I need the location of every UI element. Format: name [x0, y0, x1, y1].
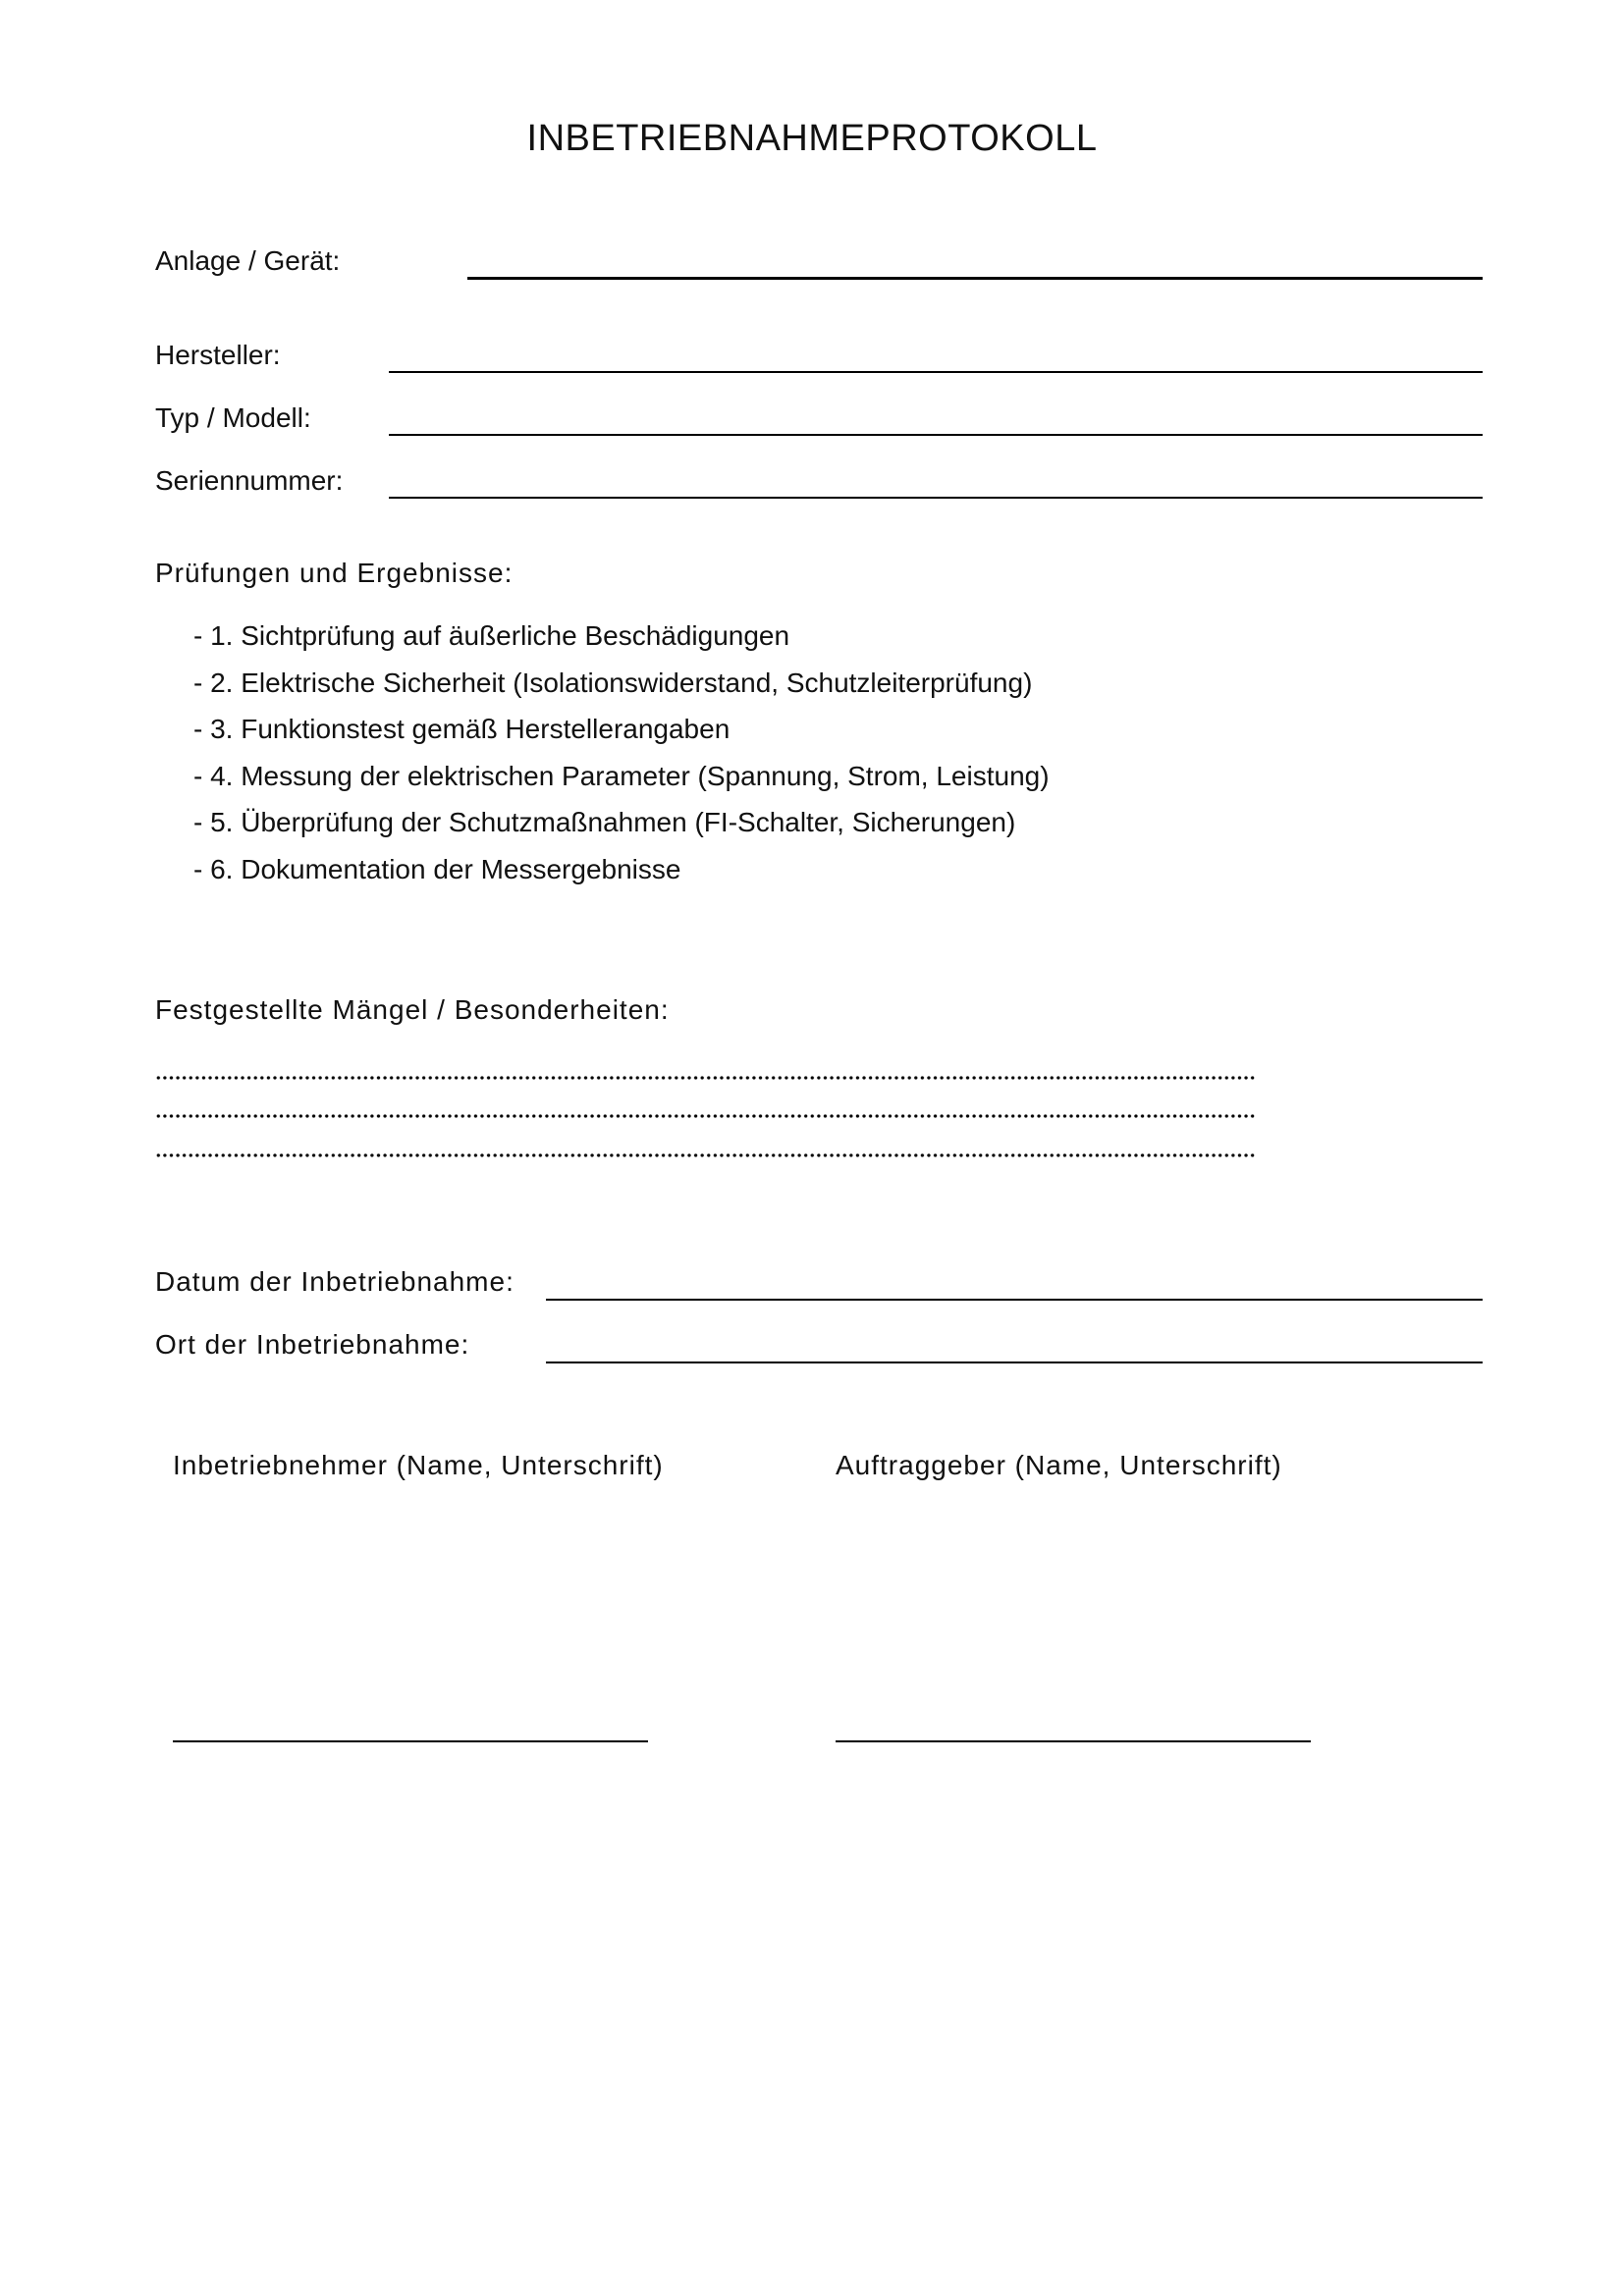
hersteller-label: Hersteller:	[155, 340, 281, 370]
anlage-label: Anlage / Gerät:	[155, 245, 341, 276]
signature-line-inbetriebnehmer[interactable]	[173, 1740, 648, 1742]
datum-input-line[interactable]	[546, 1299, 1483, 1301]
maengel-dotted-line[interactable]	[155, 1072, 1257, 1084]
typ-label: Typ / Modell:	[155, 402, 311, 433]
pruefung-item: - 1. Sichtprüfung auf äußerliche Beschädigungen	[193, 620, 790, 651]
ort-label: Ort der Inbetriebnahme:	[155, 1329, 470, 1360]
maengel-heading: Festgestellte Mängel / Besonderheiten:	[155, 994, 670, 1025]
maengel-dotted-line[interactable]	[155, 1149, 1257, 1161]
pruefung-item: - 5. Überprüfung der Schutzmaßnahmen (FI-Schalter, Sicherungen)	[193, 807, 1016, 837]
ort-input-line[interactable]	[546, 1362, 1483, 1363]
hersteller-input-line[interactable]	[389, 371, 1483, 373]
pruefungen-heading: Prüfungen und Ergebnisse:	[155, 558, 514, 588]
signature-line-auftraggeber[interactable]	[836, 1740, 1311, 1742]
datum-label: Datum der Inbetriebnahme:	[155, 1266, 514, 1297]
pruefung-item: - 3. Funktionstest gemäß Herstellerangaben	[193, 714, 731, 744]
seriennummer-input-line[interactable]	[389, 497, 1483, 499]
maengel-dotted-line[interactable]	[155, 1110, 1257, 1122]
anlage-input-line[interactable]	[467, 277, 1483, 280]
signature-label-auftraggeber: Auftraggeber (Name, Unterschrift)	[836, 1450, 1282, 1480]
typ-input-line[interactable]	[389, 434, 1483, 436]
pruefung-item: - 6. Dokumentation der Messergebnisse	[193, 854, 681, 884]
seriennummer-label: Seriennummer:	[155, 465, 344, 496]
pruefung-item: - 4. Messung der elektrischen Parameter (Spannung, Strom, Leistung)	[193, 761, 1050, 791]
signature-label-inbetriebnehmer: Inbetriebnehmer (Name, Unterschrift)	[173, 1450, 664, 1480]
document-title: INBETRIEBNAHMEPROTOKOLL	[526, 118, 1098, 159]
pruefung-item: - 2. Elektrische Sicherheit (Isolationswiderstand, Schutzleiterprüfung)	[193, 667, 1033, 698]
